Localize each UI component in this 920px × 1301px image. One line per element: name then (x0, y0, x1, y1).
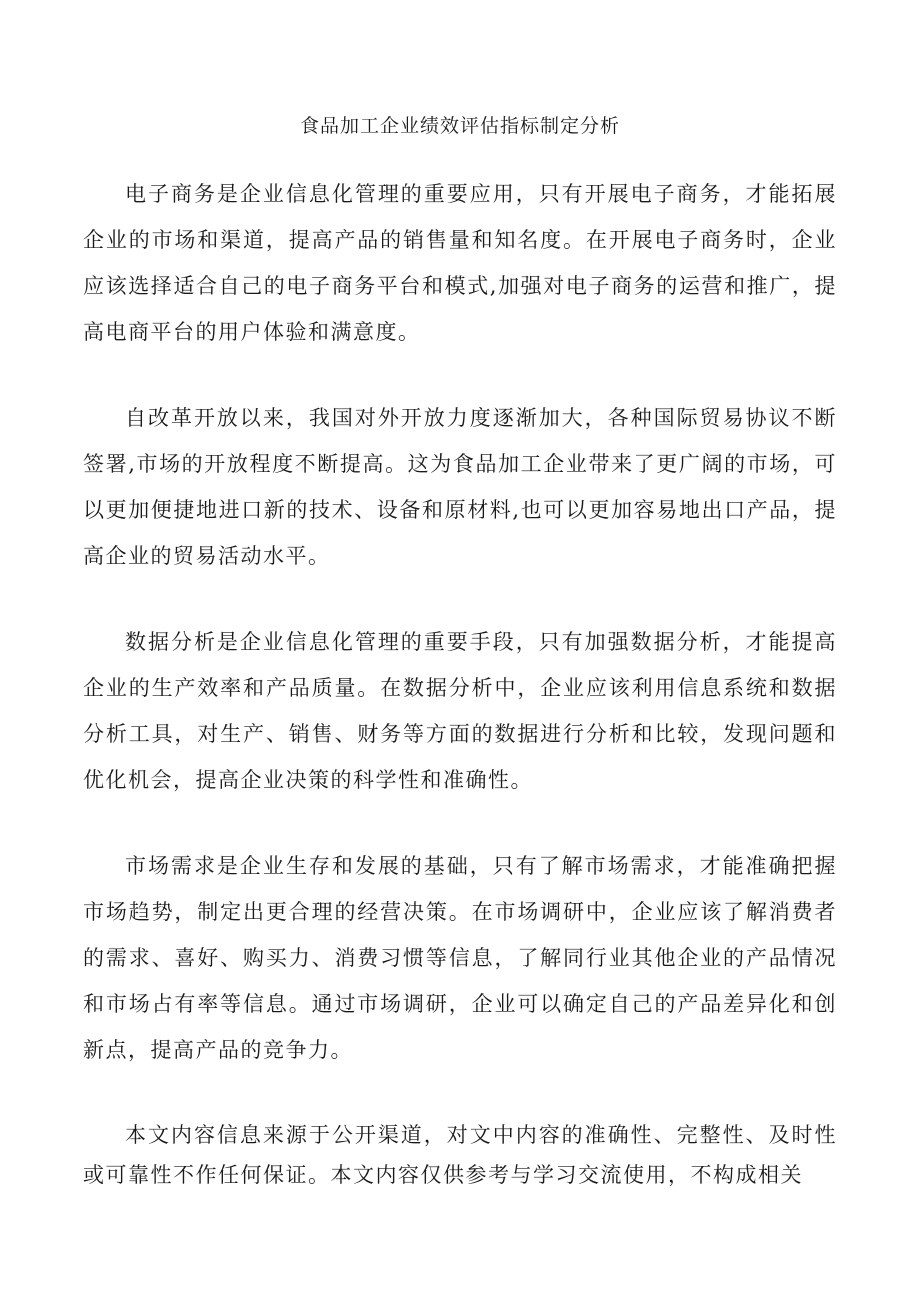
paragraph-ecommerce: 电子商务是企业信息化管理的重要应用，只有开展电子商务，才能拓展企业的市场和渠道，提高产品的销售量和知名度。在开展电子商务时，企业应该选择适合自己的电子商务平台和模式,加强对电子商务的运营和推广，提高电商平台的用户体验和满意度。 (83, 182, 837, 344)
paragraph-opening-up: 自改革开放以来，我国对外开放力度逐渐加大，各种国际贸易协议不断签署,市场的开放程度不断提高。这为食品加工企业带来了更广阔的市场，可以更加便捷地进口新的技术、设备和原材料,也可以更加容易地出口产品，提高企业的贸易活动水平。 (83, 406, 837, 568)
paragraph-data-analysis: 数据分析是企业信息化管理的重要手段，只有加强数据分析，才能提高企业的生产效率和产品质量。在数据分析中，企业应该利用信息系统和数据分析工具，对生产、销售、财务等方面的数据进行分析和比较，发现问题和优化机会，提高企业决策的科学性和准确性。 (83, 630, 837, 792)
document-title: 食品加工企业绩效评估指标制定分析 (299, 115, 620, 137)
paragraph-disclaimer: 本文内容信息来源于公开渠道，对文中内容的准确性、完整性、及时性或可靠性不作任何保证。本文内容仅供参考与学习交流使用，不构成相关 (83, 1123, 837, 1187)
paragraph-market-demand: 市场需求是企业生存和发展的基础，只有了解市场需求，才能准确把握市场趋势，制定出更合理的经营决策。在市场调研中，企业应该了解消费者的需求、喜好、购买力、消费习惯等信息，了解同行业其他企业的产品情况和市场占有率等信息。通过市场调研，企业可以确定自己的产品差异化和创新点，提高产品的竞争力。 (83, 854, 837, 1062)
